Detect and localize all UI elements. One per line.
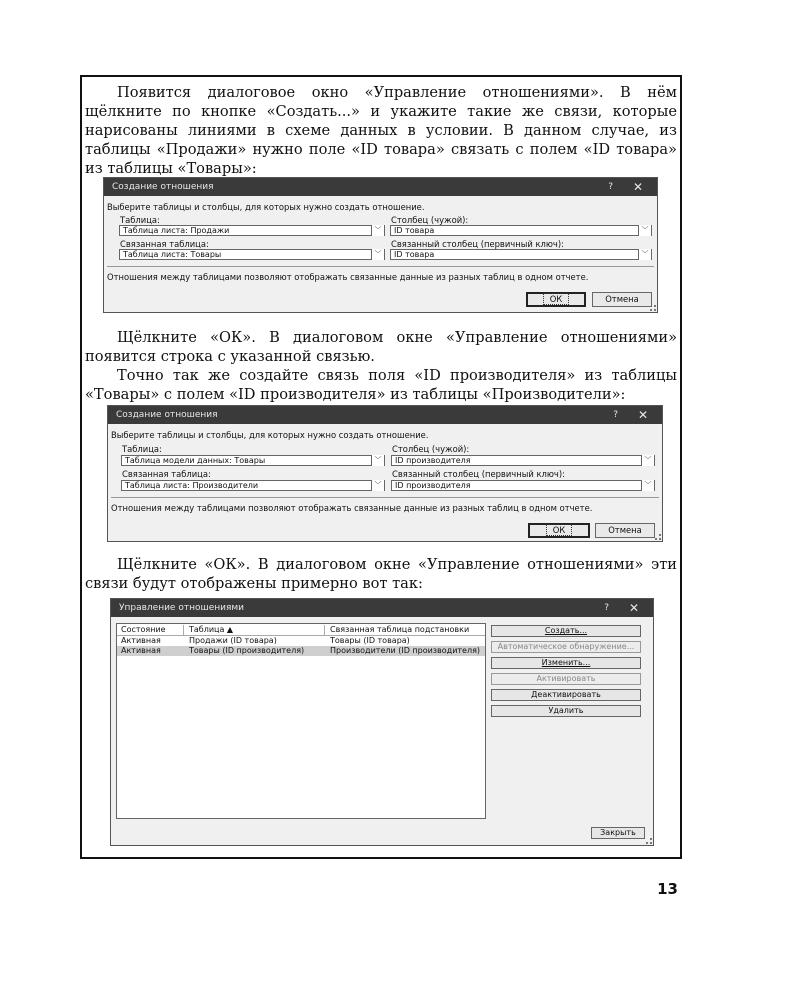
column-label: Столбец (чужой):	[392, 444, 470, 454]
dialog-title: Создание отношения	[112, 182, 214, 192]
dialog-title: Создание отношения	[116, 410, 218, 420]
related-table-select-value: Таблица листа: Производители	[125, 481, 259, 490]
instruction-text: Выберите таблицы и столбцы, для которых нужно создать отношение.	[107, 202, 425, 212]
cancel-button[interactable]: Отмена	[595, 523, 655, 538]
ok-button[interactable]	[526, 292, 586, 307]
divider	[107, 266, 654, 267]
dialog-titlebar	[111, 599, 653, 617]
help-icon[interactable]: ?	[604, 603, 609, 613]
table-label: Таблица:	[120, 215, 160, 225]
column-divider[interactable]	[324, 625, 325, 635]
paragraph-1: Появится диалоговое окно «Управление отношениями». В нём щёлкните по кнопке «Создать...» и укажите такие же связи, которые нарисованы линиями в схеме данных в условии. В данном случае, из таблицы «Продажи» нужно поле «ID товара» связать с полем «ID товара» из таблицы «Товары»:	[85, 84, 677, 177]
related-column-select-value: ID товара	[394, 250, 435, 259]
manage-relationships-dialog	[110, 598, 654, 846]
resize-grip-icon[interactable]	[650, 305, 656, 311]
edit-button[interactable]	[491, 657, 641, 669]
chevron-down-icon[interactable]: ﹀	[638, 225, 651, 236]
table-row[interactable]	[117, 636, 485, 646]
chevron-down-icon[interactable]: ﹀	[641, 480, 654, 491]
ok-button[interactable]	[528, 523, 590, 538]
dialog-title: Управление отношениями	[119, 603, 245, 613]
relationships-list[interactable]	[116, 623, 486, 819]
table-row[interactable]	[117, 646, 485, 656]
activate-button[interactable]: Активировать	[491, 673, 641, 685]
column-select-value: ID товара	[394, 226, 435, 235]
ok-button-label: ОК	[547, 525, 572, 535]
table-select[interactable]	[121, 455, 385, 466]
paragraph-3: Точно так же создайте связь поля «ID производителя» из таблицы «Товары» с полем «ID производителя» из таблицы «Производители»:	[85, 367, 677, 403]
row-table: Товары (ID производителя)	[189, 646, 305, 655]
column-header-related-table[interactable]: Связанная таблица подстановки	[330, 625, 470, 634]
related-column-select-value: ID производителя	[395, 481, 471, 490]
autodetect-button[interactable]: Автоматическое обнаружение...	[491, 641, 641, 653]
related-column-select[interactable]	[390, 249, 652, 260]
table-select[interactable]	[119, 225, 385, 236]
related-column-label: Связанный столбец (первичный ключ):	[392, 469, 565, 479]
create-relationship-dialog-2	[107, 405, 663, 542]
deactivate-button[interactable]: Деактивировать	[491, 689, 641, 701]
help-icon[interactable]: ?	[613, 410, 618, 420]
relationship-note: Отношения между таблицами позволяют отображать связанные данные из разных таблиц в одном отчете.	[107, 272, 589, 282]
divider	[111, 497, 659, 498]
row-table: Продажи (ID товара)	[189, 636, 277, 645]
column-header-status[interactable]: Состояние	[121, 625, 166, 634]
related-table-label: Связанная таблица:	[122, 469, 211, 479]
chevron-down-icon[interactable]: ﹀	[371, 225, 384, 236]
column-divider[interactable]	[183, 625, 184, 635]
ok-button-label: ОК	[544, 294, 569, 304]
table-select-value: Таблица листа: Продажи	[123, 226, 230, 235]
help-icon[interactable]: ?	[608, 182, 613, 192]
paragraph-4: Щёлкните «ОК». В диалоговом окне «Управление отношениями» эти связи будут отображены примерно вот так:	[85, 556, 677, 592]
relationship-note: Отношения между таблицами позволяют отображать связанные данные из разных таблиц в одном отчете.	[111, 503, 593, 513]
related-column-select[interactable]	[391, 480, 655, 491]
chevron-down-icon[interactable]: ﹀	[641, 455, 654, 466]
row-status: Активная	[121, 636, 161, 645]
column-label: Столбец (чужой):	[391, 215, 469, 225]
dialog-titlebar	[108, 406, 662, 424]
chevron-down-icon[interactable]: ﹀	[638, 249, 651, 260]
resize-grip-icon[interactable]	[655, 534, 661, 540]
column-header-table[interactable]: Таблица ▲	[189, 625, 234, 634]
close-icon[interactable]: ✕	[628, 601, 639, 615]
table-select-value: Таблица модели данных: Товары	[125, 456, 266, 465]
cancel-button[interactable]: Отмена	[592, 292, 652, 307]
resize-grip-icon[interactable]	[646, 838, 652, 844]
row-status: Активная	[121, 646, 161, 655]
related-column-label: Связанный столбец (первичный ключ):	[391, 239, 564, 249]
column-select[interactable]	[391, 455, 655, 466]
related-table-label: Связанная таблица:	[120, 239, 209, 249]
create-button[interactable]	[491, 625, 641, 637]
edit-button-label: Изменить...	[541, 658, 591, 667]
chevron-down-icon[interactable]: ﹀	[371, 249, 384, 260]
close-button[interactable]: Закрыть	[591, 827, 645, 839]
related-table-select-value: Таблица листа: Товары	[123, 250, 222, 259]
chevron-down-icon[interactable]: ﹀	[371, 480, 384, 491]
list-header	[117, 625, 485, 636]
create-relationship-dialog-1	[103, 177, 658, 313]
column-select-value: ID производителя	[395, 456, 471, 465]
close-icon[interactable]: ✕	[632, 180, 643, 194]
row-related-table: Производители (ID производителя)	[330, 646, 481, 655]
close-icon[interactable]: ✕	[637, 408, 648, 422]
delete-button[interactable]: Удалить	[491, 705, 641, 717]
page-number: 13	[657, 880, 678, 898]
chevron-down-icon[interactable]: ﹀	[371, 455, 384, 466]
dialog-titlebar	[104, 178, 657, 196]
create-button-label: Создать...	[544, 626, 588, 635]
related-table-select[interactable]	[121, 480, 385, 491]
row-related-table: Товары (ID товара)	[330, 636, 410, 645]
related-table-select[interactable]	[119, 249, 385, 260]
paragraph-2: Щёлкните «ОК». В диалоговом окне «Управление отношениями» появится строка с указанной связью.	[85, 329, 677, 365]
instruction-text: Выберите таблицы и столбцы, для которых нужно создать отношение.	[111, 430, 429, 440]
table-label: Таблица:	[122, 444, 162, 454]
column-select[interactable]	[390, 225, 652, 236]
